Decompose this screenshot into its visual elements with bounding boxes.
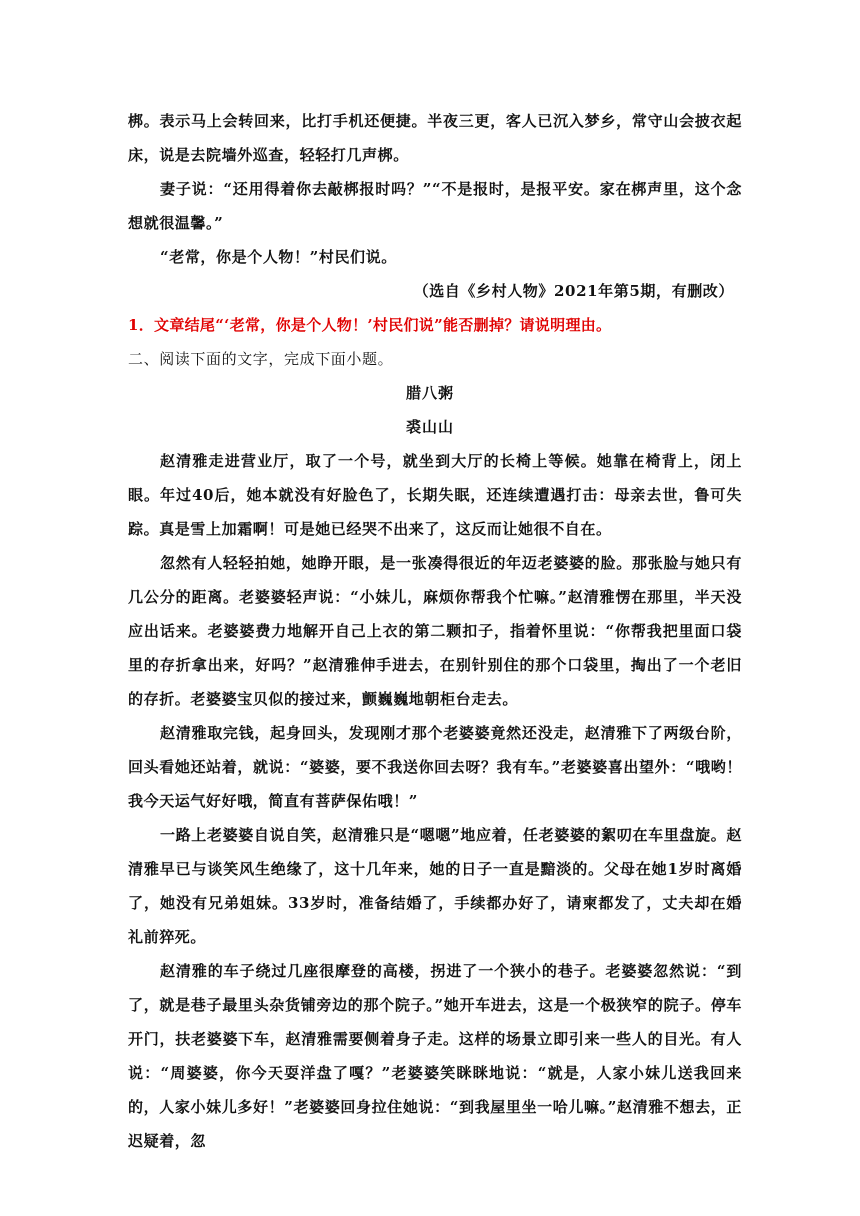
paragraph-1: 梆。表示马上会转回来，比打手机还便捷。半夜三更，客人已沉入梦乡，常守山会披衣起床，说是去院墙外巡查，轻轻打几声梆。 [128,112,742,164]
story-paragraph-1: 赵清雅走进营业厅，取了一个号，就坐到大厅的长椅上等候。她靠在椅背上，闭上眼。年过40后，她本就没有好脸色了，长期失眠，还连续遭遇打击：母亲去世，鲁可失踪。真是雪上加霜啊！可是她已经哭不出来了，这反而让她很不自在。 [128,452,742,538]
story-paragraph-4: 一路上老婆婆自说自笑，赵清雅只是“嗯嗯”地应着，任老婆婆的絮叨在车里盘旋。赵清雅早已与谈笑风生绝缘了，这十几年来，她的日子一直是黯淡的。父母在她1岁时离婚了，她没有兄弟姐妹。33岁时，准备结婚了，手续都办好了，请柬都发了，丈夫却在婚礼前猝死。 [128,826,742,946]
paragraph-3: “老常，你是个人物！”村民们说。 [160,248,397,266]
question-1: 1．文章结尾“‘老常，你是个人物！’村民们说”能否删掉？请说明理由。 [128,316,612,334]
paragraph-2: 妻子说：“还用得着你去敲梆报时吗？”“不是报时，是报平安。家在梆声里，这个念想就很温馨。” [128,180,742,232]
story-paragraph-3: 赵清雅取完钱，起身回头，发现刚才那个老婆婆竟然还没走，赵清雅下了两级台阶，回头看她还站着，就说：“婆婆，要不我送你回去呀？我有车。”老婆婆喜出望外：“哦哟！我今天运气好好哦，简直有菩萨保佑哦！” [128,724,742,810]
source-citation: （选自《乡村人物》2021年第5期，有删改） [413,282,734,300]
story-paragraph-2: 忽然有人轻轻拍她，她睁开眼，是一张凑得很近的年迈老婆婆的脸。那张脸与她只有几公分的距离。老婆婆轻声说：“小妹儿，麻烦你帮我个忙嘛。”赵清雅愣在那里，半天没应出话来。老婆婆费力地解开自己上衣的第二颗扣子，指着怀里说：“你帮我把里面口袋里的存折拿出来，好吗？”赵清雅伸手进去，在别针别住的那个口袋里，掏出了一个老旧的存折。老婆婆宝贝似的接过来，颤巍巍地朝柜台走去。 [128,554,742,708]
section-heading: 二、阅读下面的文字，完成下面小题。 [128,350,394,368]
story-paragraph-5: 赵清雅的车子绕过几座很摩登的高楼，拐进了一个狭小的巷子。老婆婆忽然说：“到了，就是巷子最里头杂货铺旁边的那个院子。”她开车进去，这是一个极狭窄的院子。停车开门，扶老婆婆下车，赵清雅需要侧着身子走。这样的场景立即引来一些人的目光。有人说：“周婆婆，你今天耍洋盘了嘎？”老婆婆笑眯眯地说：“就是，人家小妹儿送我回来的，人家小妹儿多好！”老婆婆回身拉住她说：“到我屋里坐一哈儿嘛。”赵清雅不想去，正迟疑着，忽 [128,962,742,1150]
story-title: 腊八粥 [405,384,454,402]
story-author: 裘山山 [405,418,454,436]
